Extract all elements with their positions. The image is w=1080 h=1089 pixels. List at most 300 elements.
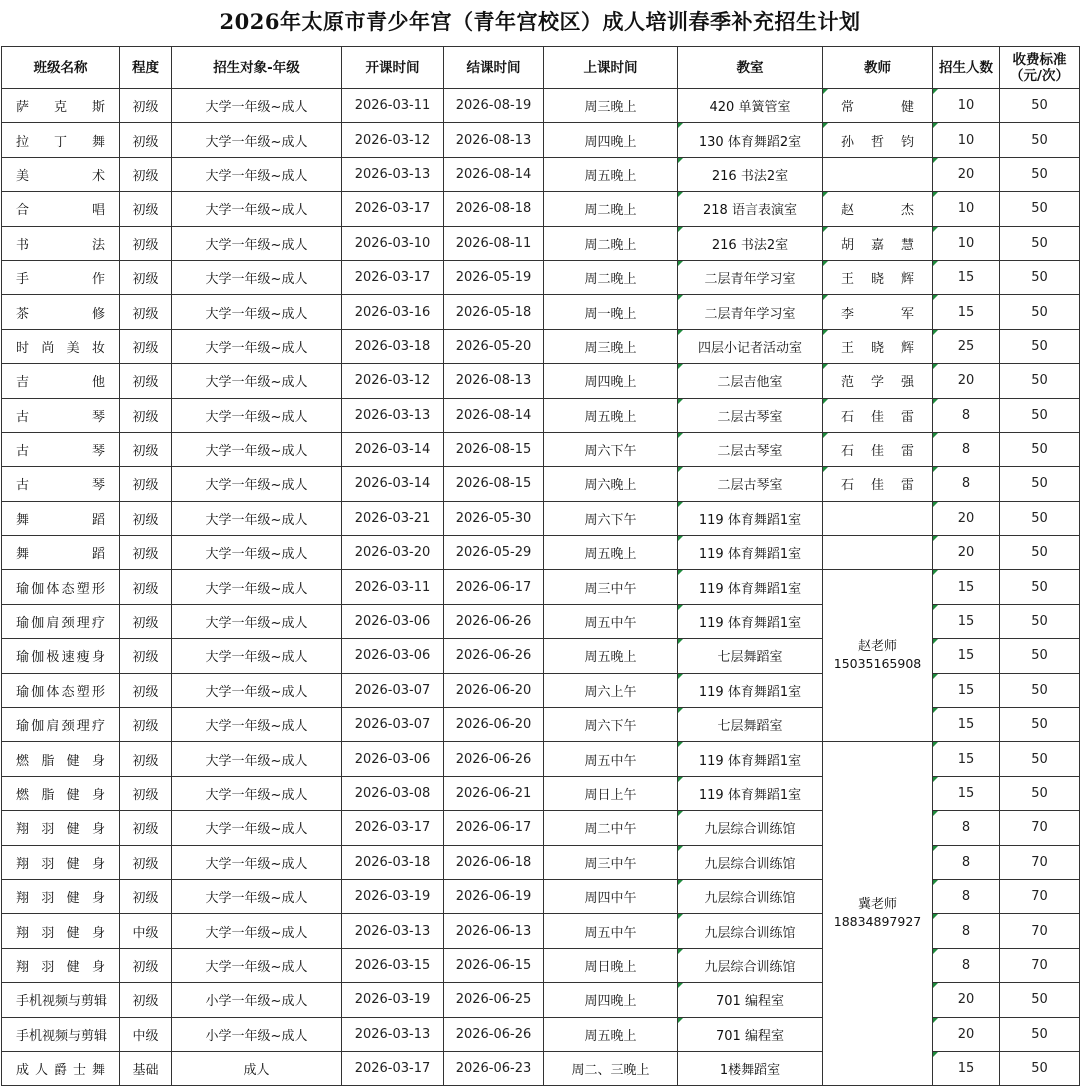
schedule-cell: 周三晚上 bbox=[544, 89, 678, 123]
class-name-cell: 手机视频与剪辑 bbox=[2, 983, 120, 1017]
enroll-count-cell: 15 bbox=[933, 708, 1000, 742]
class-name-cell: 瑜伽极速瘦身 bbox=[2, 639, 120, 673]
start-date-cell: 2026-03-17 bbox=[342, 1051, 444, 1085]
teacher-cell: 石佳雷 bbox=[823, 467, 933, 501]
fee-cell: 50 bbox=[1000, 467, 1080, 501]
schedule-cell: 周四晚上 bbox=[544, 123, 678, 157]
room-cell: 130 体育舞蹈2室 bbox=[678, 123, 823, 157]
fee-cell: 50 bbox=[1000, 501, 1080, 535]
fee-cell: 50 bbox=[1000, 983, 1080, 1017]
end-date-cell: 2026-08-15 bbox=[444, 432, 544, 466]
target-cell: 大学一年级~成人 bbox=[172, 536, 342, 570]
end-date-cell: 2026-06-25 bbox=[444, 983, 544, 1017]
start-date-cell: 2026-03-14 bbox=[342, 467, 444, 501]
level-cell: 基础 bbox=[120, 1051, 172, 1085]
header-teacher: 教师 bbox=[823, 47, 933, 89]
target-cell: 大学一年级~成人 bbox=[172, 260, 342, 294]
teacher-cell: 李 军 bbox=[823, 295, 933, 329]
level-cell: 初级 bbox=[120, 708, 172, 742]
table-row bbox=[2, 364, 1080, 398]
class-name-cell: 古琴 bbox=[2, 432, 120, 466]
target-cell: 大学一年级~成人 bbox=[172, 89, 342, 123]
room-cell: 九层综合训练馆 bbox=[678, 948, 823, 982]
table-row bbox=[2, 501, 1080, 535]
end-date-cell: 2026-06-26 bbox=[444, 639, 544, 673]
target-cell: 大学一年级~成人 bbox=[172, 364, 342, 398]
enroll-count-cell: 8 bbox=[933, 948, 1000, 982]
schedule-cell: 周六下午 bbox=[544, 501, 678, 535]
teacher-cell: 赵 杰 bbox=[823, 192, 933, 226]
enroll-count-cell: 15 bbox=[933, 776, 1000, 810]
end-date-cell: 2026-08-11 bbox=[444, 226, 544, 260]
start-date-cell: 2026-03-18 bbox=[342, 329, 444, 363]
level-cell: 初级 bbox=[120, 295, 172, 329]
schedule-cell: 周五晚上 bbox=[544, 536, 678, 570]
class-name-cell: 茶修 bbox=[2, 295, 120, 329]
class-name-cell: 瑜伽体态塑形 bbox=[2, 673, 120, 707]
end-date-cell: 2026-06-13 bbox=[444, 914, 544, 948]
teacher-cell: 王晓辉 bbox=[823, 260, 933, 294]
start-date-cell: 2026-03-13 bbox=[342, 157, 444, 191]
header-level: 程度 bbox=[120, 47, 172, 89]
teacher-phone: 18834897927 bbox=[833, 914, 922, 930]
enroll-count-cell: 8 bbox=[933, 467, 1000, 501]
room-cell: 119 体育舞蹈1室 bbox=[678, 570, 823, 604]
header-schedule: 上课时间 bbox=[544, 47, 678, 89]
target-cell: 大学一年级~成人 bbox=[172, 845, 342, 879]
target-cell: 大学一年级~成人 bbox=[172, 914, 342, 948]
enroll-count-cell: 10 bbox=[933, 226, 1000, 260]
start-date-cell: 2026-03-07 bbox=[342, 708, 444, 742]
teacher-cell bbox=[823, 501, 933, 535]
room-cell: 二层古琴室 bbox=[678, 398, 823, 432]
class-name-cell: 古琴 bbox=[2, 467, 120, 501]
target-cell: 成人 bbox=[172, 1051, 342, 1085]
start-date-cell: 2026-03-17 bbox=[342, 192, 444, 226]
level-cell: 初级 bbox=[120, 570, 172, 604]
header-row bbox=[2, 47, 1080, 89]
target-cell: 大学一年级~成人 bbox=[172, 467, 342, 501]
enroll-count-cell: 8 bbox=[933, 845, 1000, 879]
end-date-cell: 2026-08-15 bbox=[444, 467, 544, 501]
class-name-cell: 燃脂健身 bbox=[2, 776, 120, 810]
class-name-cell: 手机视频与剪辑 bbox=[2, 1017, 120, 1051]
fee-cell: 50 bbox=[1000, 673, 1080, 707]
level-cell: 初级 bbox=[120, 879, 172, 913]
room-cell: 119 体育舞蹈1室 bbox=[678, 536, 823, 570]
schedule-cell: 周日晚上 bbox=[544, 948, 678, 982]
start-date-cell: 2026-03-07 bbox=[342, 673, 444, 707]
class-name-cell: 翔羽健身 bbox=[2, 845, 120, 879]
start-date-cell: 2026-03-19 bbox=[342, 983, 444, 1017]
level-cell: 初级 bbox=[120, 192, 172, 226]
end-date-cell: 2026-06-20 bbox=[444, 673, 544, 707]
schedule-cell: 周四中午 bbox=[544, 879, 678, 913]
teacher-cell: 范学强 bbox=[823, 364, 933, 398]
start-date-cell: 2026-03-06 bbox=[342, 639, 444, 673]
end-date-cell: 2026-06-20 bbox=[444, 708, 544, 742]
teacher-name: 赵老师 bbox=[857, 639, 897, 655]
start-date-cell: 2026-03-18 bbox=[342, 845, 444, 879]
fee-cell: 50 bbox=[1000, 123, 1080, 157]
room-cell: 二层古琴室 bbox=[678, 467, 823, 501]
class-name-cell: 美术 bbox=[2, 157, 120, 191]
end-date-cell: 2026-05-20 bbox=[444, 329, 544, 363]
end-date-cell: 2026-06-17 bbox=[444, 811, 544, 845]
schedule-cell: 周五晚上 bbox=[544, 639, 678, 673]
room-cell: 218 语言表演室 bbox=[678, 192, 823, 226]
level-cell: 初级 bbox=[120, 432, 172, 466]
start-date-cell: 2026-03-13 bbox=[342, 1017, 444, 1051]
table-row bbox=[2, 226, 1080, 260]
end-date-cell: 2026-08-18 bbox=[444, 192, 544, 226]
teacher-cell: 王晓辉 bbox=[823, 329, 933, 363]
schedule-cell: 周日上午 bbox=[544, 776, 678, 810]
class-name-cell: 翔羽健身 bbox=[2, 879, 120, 913]
schedule-cell: 周一晚上 bbox=[544, 295, 678, 329]
room-cell: 1楼舞蹈室 bbox=[678, 1051, 823, 1085]
class-name-cell: 瑜伽肩颈理疗 bbox=[2, 708, 120, 742]
room-cell: 216 书法2室 bbox=[678, 226, 823, 260]
fee-cell: 50 bbox=[1000, 708, 1080, 742]
target-cell: 大学一年级~成人 bbox=[172, 604, 342, 638]
schedule-cell: 周二晚上 bbox=[544, 192, 678, 226]
enroll-count-cell: 10 bbox=[933, 89, 1000, 123]
start-date-cell: 2026-03-06 bbox=[342, 604, 444, 638]
target-cell: 大学一年级~成人 bbox=[172, 673, 342, 707]
start-date-cell: 2026-03-17 bbox=[342, 811, 444, 845]
enroll-count-cell: 15 bbox=[933, 295, 1000, 329]
level-cell: 中级 bbox=[120, 914, 172, 948]
enroll-count-cell: 15 bbox=[933, 570, 1000, 604]
room-cell: 九层综合训练馆 bbox=[678, 879, 823, 913]
level-cell: 初级 bbox=[120, 983, 172, 1017]
table-row bbox=[2, 432, 1080, 466]
room-cell: 二层吉他室 bbox=[678, 364, 823, 398]
start-date-cell: 2026-03-12 bbox=[342, 364, 444, 398]
schedule-cell: 周二、三晚上 bbox=[544, 1051, 678, 1085]
level-cell: 初级 bbox=[120, 948, 172, 982]
schedule-cell: 周五中午 bbox=[544, 742, 678, 776]
end-date-cell: 2026-06-17 bbox=[444, 570, 544, 604]
level-cell: 初级 bbox=[120, 123, 172, 157]
start-date-cell: 2026-03-21 bbox=[342, 501, 444, 535]
level-cell: 初级 bbox=[120, 501, 172, 535]
enroll-count-cell: 8 bbox=[933, 811, 1000, 845]
schedule-cell: 周二晚上 bbox=[544, 226, 678, 260]
header-start: 开课时间 bbox=[342, 47, 444, 89]
enroll-count-cell: 25 bbox=[933, 329, 1000, 363]
enroll-count-cell: 8 bbox=[933, 432, 1000, 466]
enroll-count-cell: 20 bbox=[933, 157, 1000, 191]
teacher-cell: 石佳雷 bbox=[823, 432, 933, 466]
header-target: 招生对象-年级 bbox=[172, 47, 342, 89]
table-row bbox=[2, 89, 1080, 123]
header-fee-line1: 收费标准 bbox=[1012, 51, 1067, 68]
level-cell: 初级 bbox=[120, 467, 172, 501]
schedule-cell: 周五中午 bbox=[544, 604, 678, 638]
enroll-count-cell: 15 bbox=[933, 604, 1000, 638]
fee-cell: 50 bbox=[1000, 742, 1080, 776]
class-name-cell: 合唱 bbox=[2, 192, 120, 226]
schedule-cell: 周六晚上 bbox=[544, 467, 678, 501]
start-date-cell: 2026-03-06 bbox=[342, 742, 444, 776]
end-date-cell: 2026-08-13 bbox=[444, 123, 544, 157]
class-name-cell: 瑜伽体态塑形 bbox=[2, 570, 120, 604]
table-row bbox=[2, 260, 1080, 294]
schedule-cell: 周四晚上 bbox=[544, 364, 678, 398]
class-name-cell: 成人爵士舞 bbox=[2, 1051, 120, 1085]
teacher-cell: 孙哲钧 bbox=[823, 123, 933, 157]
enroll-count-cell: 20 bbox=[933, 536, 1000, 570]
header-fee-line2: （元/次） bbox=[1010, 67, 1069, 84]
target-cell: 大学一年级~成人 bbox=[172, 432, 342, 466]
enroll-count-cell: 20 bbox=[933, 983, 1000, 1017]
start-date-cell: 2026-03-14 bbox=[342, 432, 444, 466]
target-cell: 大学一年级~成人 bbox=[172, 123, 342, 157]
target-cell: 大学一年级~成人 bbox=[172, 879, 342, 913]
table-row bbox=[2, 742, 1080, 776]
level-cell: 初级 bbox=[120, 260, 172, 294]
class-name-cell: 时尚美妆 bbox=[2, 329, 120, 363]
enroll-count-cell: 15 bbox=[933, 1051, 1000, 1085]
room-cell: 119 体育舞蹈1室 bbox=[678, 742, 823, 776]
enroll-count-cell: 10 bbox=[933, 192, 1000, 226]
start-date-cell: 2026-03-15 bbox=[342, 948, 444, 982]
room-cell: 四层小记者活动室 bbox=[678, 329, 823, 363]
schedule-cell: 周五中午 bbox=[544, 914, 678, 948]
enroll-count-cell: 8 bbox=[933, 914, 1000, 948]
header-fee bbox=[1000, 47, 1080, 89]
end-date-cell: 2026-08-19 bbox=[444, 89, 544, 123]
enroll-count-cell: 8 bbox=[933, 879, 1000, 913]
enroll-count-cell: 20 bbox=[933, 501, 1000, 535]
schedule-cell: 周六下午 bbox=[544, 708, 678, 742]
schedule-cell: 周三中午 bbox=[544, 570, 678, 604]
end-date-cell: 2026-08-13 bbox=[444, 364, 544, 398]
room-cell: 119 体育舞蹈1室 bbox=[678, 673, 823, 707]
schedule-cell: 周三晚上 bbox=[544, 329, 678, 363]
room-cell: 216 书法2室 bbox=[678, 157, 823, 191]
room-cell: 二层青年学习室 bbox=[678, 295, 823, 329]
room-cell: 九层综合训练馆 bbox=[678, 845, 823, 879]
end-date-cell: 2026-06-19 bbox=[444, 879, 544, 913]
start-date-cell: 2026-03-13 bbox=[342, 914, 444, 948]
target-cell: 大学一年级~成人 bbox=[172, 776, 342, 810]
schedule-cell: 周六上午 bbox=[544, 673, 678, 707]
end-date-cell: 2026-06-26 bbox=[444, 742, 544, 776]
level-cell: 初级 bbox=[120, 742, 172, 776]
start-date-cell: 2026-03-13 bbox=[342, 398, 444, 432]
table-row bbox=[2, 157, 1080, 191]
fee-cell: 50 bbox=[1000, 192, 1080, 226]
table-row bbox=[2, 536, 1080, 570]
end-date-cell: 2026-05-19 bbox=[444, 260, 544, 294]
class-name-cell: 舞蹈 bbox=[2, 501, 120, 535]
target-cell: 大学一年级~成人 bbox=[172, 570, 342, 604]
room-cell: 119 体育舞蹈1室 bbox=[678, 604, 823, 638]
target-cell: 大学一年级~成人 bbox=[172, 226, 342, 260]
schedule-cell: 周二中午 bbox=[544, 811, 678, 845]
start-date-cell: 2026-03-10 bbox=[342, 226, 444, 260]
teacher-phone: 15035165908 bbox=[833, 656, 922, 672]
teacher-cell: 常 健 bbox=[823, 89, 933, 123]
room-cell: 七层舞蹈室 bbox=[678, 639, 823, 673]
class-name-cell: 拉丁舞 bbox=[2, 123, 120, 157]
class-name-cell: 翔羽健身 bbox=[2, 914, 120, 948]
target-cell: 大学一年级~成人 bbox=[172, 742, 342, 776]
table-row bbox=[2, 192, 1080, 226]
table-row bbox=[2, 570, 1080, 604]
target-cell: 大学一年级~成人 bbox=[172, 948, 342, 982]
fee-cell: 70 bbox=[1000, 811, 1080, 845]
level-cell: 初级 bbox=[120, 536, 172, 570]
start-date-cell: 2026-03-17 bbox=[342, 260, 444, 294]
level-cell: 初级 bbox=[120, 845, 172, 879]
table-row bbox=[2, 329, 1080, 363]
table-row bbox=[2, 467, 1080, 501]
schedule-cell: 周五晚上 bbox=[544, 1017, 678, 1051]
teacher-cell: 石佳雷 bbox=[823, 398, 933, 432]
end-date-cell: 2026-06-26 bbox=[444, 1017, 544, 1051]
start-date-cell: 2026-03-11 bbox=[342, 570, 444, 604]
enroll-count-cell: 20 bbox=[933, 1017, 1000, 1051]
schedule-cell: 周五晚上 bbox=[544, 157, 678, 191]
room-cell: 119 体育舞蹈1室 bbox=[678, 776, 823, 810]
room-cell: 九层综合训练馆 bbox=[678, 914, 823, 948]
enroll-count-cell: 15 bbox=[933, 673, 1000, 707]
end-date-cell: 2026-05-18 bbox=[444, 295, 544, 329]
target-cell: 小学一年级~成人 bbox=[172, 1017, 342, 1051]
room-cell: 701 编程室 bbox=[678, 983, 823, 1017]
class-name-cell: 舞蹈 bbox=[2, 536, 120, 570]
header-room: 教室 bbox=[678, 47, 823, 89]
fee-cell: 50 bbox=[1000, 260, 1080, 294]
target-cell: 大学一年级~成人 bbox=[172, 192, 342, 226]
header-class-name: 班级名称 bbox=[2, 47, 120, 89]
enroll-count-cell: 8 bbox=[933, 398, 1000, 432]
room-cell: 二层青年学习室 bbox=[678, 260, 823, 294]
target-cell: 大学一年级~成人 bbox=[172, 157, 342, 191]
fee-cell: 70 bbox=[1000, 914, 1080, 948]
fee-cell: 50 bbox=[1000, 329, 1080, 363]
room-cell: 二层古琴室 bbox=[678, 432, 823, 466]
target-cell: 大学一年级~成人 bbox=[172, 708, 342, 742]
level-cell: 初级 bbox=[120, 226, 172, 260]
start-date-cell: 2026-03-12 bbox=[342, 123, 444, 157]
teacher-cell bbox=[823, 157, 933, 191]
room-cell: 九层综合训练馆 bbox=[678, 811, 823, 845]
schedule-cell: 周五晚上 bbox=[544, 398, 678, 432]
fee-cell: 70 bbox=[1000, 845, 1080, 879]
end-date-cell: 2026-06-26 bbox=[444, 604, 544, 638]
schedule-cell: 周二晚上 bbox=[544, 260, 678, 294]
class-name-cell: 手作 bbox=[2, 260, 120, 294]
schedule-cell: 周四晚上 bbox=[544, 983, 678, 1017]
fee-cell: 50 bbox=[1000, 536, 1080, 570]
enroll-count-cell: 20 bbox=[933, 364, 1000, 398]
end-date-cell: 2026-05-30 bbox=[444, 501, 544, 535]
end-date-cell: 2026-08-14 bbox=[444, 157, 544, 191]
class-name-cell: 萨克斯 bbox=[2, 89, 120, 123]
fee-cell: 50 bbox=[1000, 639, 1080, 673]
level-cell: 中级 bbox=[120, 1017, 172, 1051]
schedule-cell: 周六下午 bbox=[544, 432, 678, 466]
class-name-cell: 燃脂健身 bbox=[2, 742, 120, 776]
fee-cell: 50 bbox=[1000, 604, 1080, 638]
level-cell: 初级 bbox=[120, 364, 172, 398]
schedule-cell: 周三中午 bbox=[544, 845, 678, 879]
fee-cell: 70 bbox=[1000, 879, 1080, 913]
fee-cell: 50 bbox=[1000, 776, 1080, 810]
teacher-cell bbox=[823, 536, 933, 570]
fee-cell: 50 bbox=[1000, 364, 1080, 398]
fee-cell: 50 bbox=[1000, 226, 1080, 260]
enrollment-table bbox=[1, 46, 1080, 1086]
fee-cell: 50 bbox=[1000, 398, 1080, 432]
enroll-count-cell: 15 bbox=[933, 639, 1000, 673]
level-cell: 初级 bbox=[120, 776, 172, 810]
end-date-cell: 2026-06-18 bbox=[444, 845, 544, 879]
table-row bbox=[2, 295, 1080, 329]
merged-teacher-cell bbox=[823, 742, 933, 1086]
target-cell: 大学一年级~成人 bbox=[172, 501, 342, 535]
fee-cell: 50 bbox=[1000, 295, 1080, 329]
class-name-cell: 瑜伽肩颈理疗 bbox=[2, 604, 120, 638]
start-date-cell: 2026-03-11 bbox=[342, 89, 444, 123]
class-name-cell: 翔羽健身 bbox=[2, 948, 120, 982]
header-enroll: 招生人数 bbox=[933, 47, 1000, 89]
room-cell: 七层舞蹈室 bbox=[678, 708, 823, 742]
end-date-cell: 2026-06-15 bbox=[444, 948, 544, 982]
class-name-cell: 翔羽健身 bbox=[2, 811, 120, 845]
end-date-cell: 2026-06-21 bbox=[444, 776, 544, 810]
class-name-cell: 古琴 bbox=[2, 398, 120, 432]
fee-cell: 70 bbox=[1000, 948, 1080, 982]
room-cell: 119 体育舞蹈1室 bbox=[678, 501, 823, 535]
fee-cell: 50 bbox=[1000, 432, 1080, 466]
fee-cell: 50 bbox=[1000, 1051, 1080, 1085]
table-row bbox=[2, 398, 1080, 432]
merged-teacher-cell bbox=[823, 570, 933, 742]
level-cell: 初级 bbox=[120, 604, 172, 638]
class-name-cell: 书法 bbox=[2, 226, 120, 260]
target-cell: 大学一年级~成人 bbox=[172, 639, 342, 673]
enroll-count-cell: 15 bbox=[933, 260, 1000, 294]
level-cell: 初级 bbox=[120, 639, 172, 673]
room-cell: 701 编程室 bbox=[678, 1017, 823, 1051]
level-cell: 初级 bbox=[120, 89, 172, 123]
enroll-count-cell: 15 bbox=[933, 742, 1000, 776]
start-date-cell: 2026-03-08 bbox=[342, 776, 444, 810]
target-cell: 大学一年级~成人 bbox=[172, 398, 342, 432]
fee-cell: 50 bbox=[1000, 89, 1080, 123]
target-cell: 大学一年级~成人 bbox=[172, 811, 342, 845]
target-cell: 大学一年级~成人 bbox=[172, 329, 342, 363]
level-cell: 初级 bbox=[120, 398, 172, 432]
end-date-cell: 2026-05-29 bbox=[444, 536, 544, 570]
page-title: 2026年太原市青少年宫（青年宫校区）成人培训春季补充招生计划 bbox=[219, 9, 861, 34]
enroll-count-cell: 10 bbox=[933, 123, 1000, 157]
start-date-cell: 2026-03-20 bbox=[342, 536, 444, 570]
teacher-cell: 胡嘉慧 bbox=[823, 226, 933, 260]
fee-cell: 50 bbox=[1000, 570, 1080, 604]
fee-cell: 50 bbox=[1000, 1017, 1080, 1051]
fee-cell: 50 bbox=[1000, 157, 1080, 191]
table-row bbox=[2, 123, 1080, 157]
class-name-cell: 吉他 bbox=[2, 364, 120, 398]
level-cell: 初级 bbox=[120, 329, 172, 363]
